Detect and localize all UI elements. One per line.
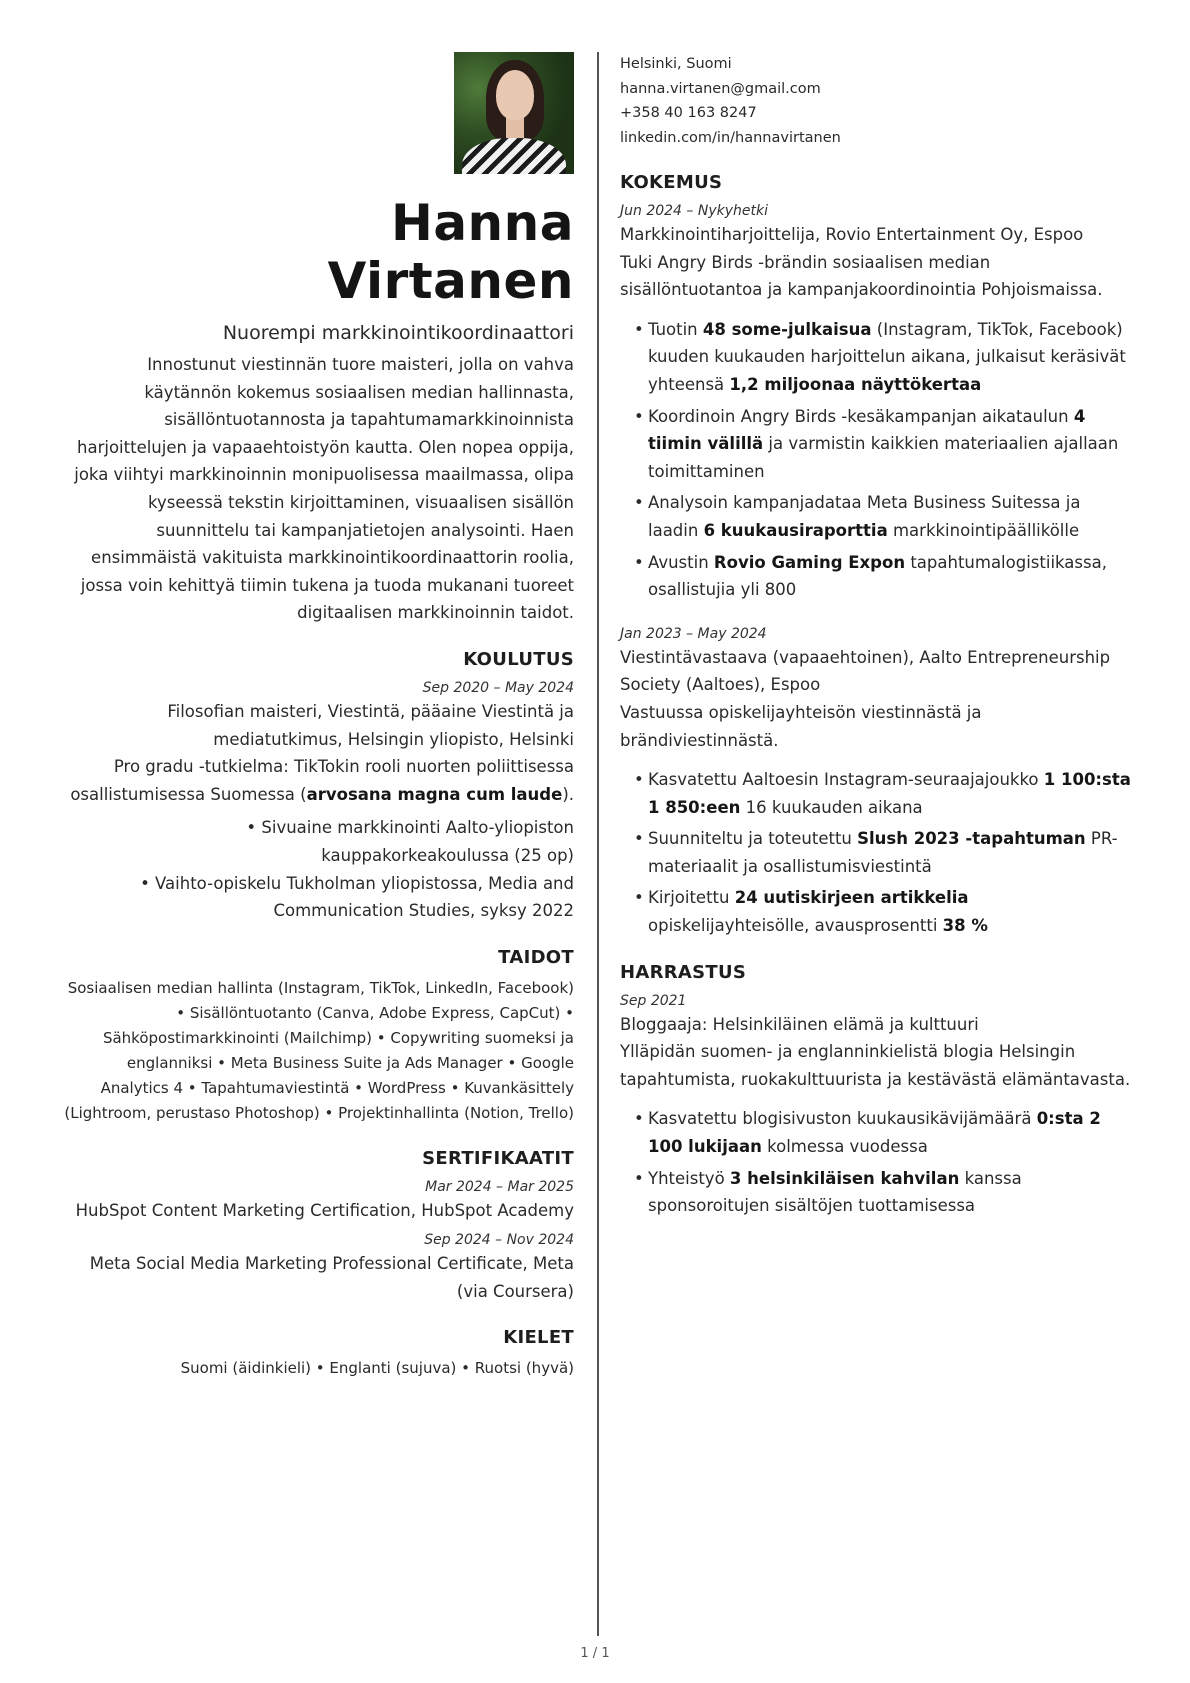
hobby-entry (620, 991, 1135, 1220)
left-column (60, 52, 574, 1381)
skills-list: Sosiaalisen median hallinta (Instagram, TikTok, LinkedIn, Facebook) • Sisällöntuotanto (Canva, Adobe Express, CapCut) • Sähköpostimarkkinointi (Mailchimp) • Copywriting suomeksi ja englanniksi • Meta Business Suite ja Ads Manager • Google Analytics 4 • Tapahtumaviestintä • WordPress • Kuvankäsittely (Lightroom, perustaso Photoshop) • Projektinhallinta (Notion, Trello) (64, 978, 574, 1122)
list-item: • Kasvatettu Aaltoesin Instagram-seuraajajoukko 1 100:sta 1 850:een 16 kuukauden aikana (648, 766, 1135, 821)
right-column (620, 52, 1135, 1224)
column-divider (597, 52, 599, 1636)
page-number: 1 / 1 (580, 1646, 610, 1661)
contact-phone[interactable]: +358 40 163 8247 (620, 105, 757, 121)
certification-date: Mar 2024 – Mar 2025 (425, 1178, 574, 1195)
hobby-description: Ylläpidän suomen- ja englanninkielistä blogia Helsingin tapahtumista, ruokakulttuurista ja kestävästä elämäntavasta. (620, 1042, 1131, 1089)
education-heading: KOULUTUS (463, 648, 574, 670)
education-bullet: • Vaihto-opiskelu Tukholman yliopistossa, Media and Communication Studies, syksy 2022 (140, 873, 574, 921)
education-thesis: Pro gradu -tutkielma: TikTokin rooli nuorten poliittisessa osallistumisessa Suomessa (arvosana magna cum laude). (70, 757, 574, 804)
certification-name: HubSpot Content Marketing Certification, HubSpot Academy (75, 1200, 574, 1220)
job-description: Tuki Angry Birds -brändin sosiaalisen median sisällöntuotantoa ja kampanjakoordinointia Pohjoismaissa. (620, 252, 1103, 300)
certification-name: Meta Social Media Marketing Professional Certificate, Meta (via Coursera) (89, 1254, 574, 1301)
list-item: • Avustin Rovio Gaming Expon tapahtumalogistiikassa, osallistujia yli 800 (648, 549, 1135, 604)
list-item: • Tuotin 48 some-julkaisua (Instagram, TikTok, Facebook) kuuden kuukauden harjoittelun aikana, julkaisut keräsivät yhteensä 1,2 miljoonaa näyttökertaa (648, 316, 1135, 399)
list-item: • Kirjoitettu 24 uutiskirjeen artikkelia opiskelijayhteisölle, avausprosentti 38 % (648, 884, 1135, 939)
education-degree: Filosofian maisteri, Viestintä, pääaine Viestintä ja mediatutkimus, Helsingin yliopisto, Helsinki (167, 701, 574, 749)
education-date: Sep 2020 – May 2024 (422, 679, 574, 696)
job-position: Markkinointiharjoittelija, Rovio Entertainment Oy, Espoo (620, 225, 1084, 244)
list-item: • Kasvatettu blogisivuston kuukausikävijämäärä 0:sta 2 100 lukijaan kolmessa vuodessa (648, 1105, 1135, 1160)
job-position: Viestintävastaava (vapaaehtoinen), Aalto Entrepreneurship Society (Aaltoes), Espoo (620, 647, 1111, 695)
job-entry (620, 624, 1135, 940)
certification-date: Sep 2024 – Nov 2024 (424, 1232, 574, 1249)
education-bullet: • Sivuaine markkinointi Aalto-yliopiston kauppakorkeakoulussa (25 op) (246, 818, 574, 865)
job-achievements (620, 316, 1135, 604)
full-name (60, 194, 574, 310)
hobby-position: Bloggaaja: Helsinkiläinen elämä ja kulttuuri (620, 1014, 979, 1034)
list-item: • Yhteistyö 3 helsinkiläisen kahvilan kanssa sponsoroitujen sisältöjen tuottamisessa (648, 1165, 1135, 1220)
job-date: Jan 2023 – May 2024 (620, 625, 767, 642)
job-entry (620, 201, 1135, 604)
languages-list: Suomi (äidinkieli) • Englanti (sujuva) • Ruotsi (hyvä) (180, 1359, 574, 1378)
hobby-achievements (620, 1105, 1135, 1219)
certifications-heading: SERTIFIKAATIT (422, 1147, 574, 1169)
job-date: Jun 2024 – Nykyhetki (620, 203, 768, 219)
skills-heading: TAIDOT (498, 946, 574, 968)
list-item: • Koordinoin Angry Birds -kesäkampanjan aikataulun 4 tiimin välillä ja varmistin kaikkien materiaalien ajallaan toimittaminen (648, 403, 1135, 486)
contact-location: Helsinki, Suomi (620, 56, 732, 72)
job-description: Vastuussa opiskelijayhteisön viestinnästä ja brändiviestinnästä. (620, 702, 982, 750)
list-item: • Analysoin kampanjadataa Meta Business Suitessa ja laadin 6 kuukausiraporttia markkinointipäällikölle (648, 489, 1135, 544)
summary: Innostunut viestinnän tuore maisteri, jolla on vahva käytännön kokemus sosiaalisen median hallinnasta, sisällöntuotannosta ja tapahtumamarkkinoinnista harjoittelujen ja vapaaehtoistyön kautta. Olen nopea oppija, joka viihtyi markkinoinnin monipuolisessa maailmassa, olipa kyseessä tekstin kirjoittaminen, visuaalisen sisällön suunnittelu tai kampanjatietojen analysointi. Haen ensimmäistä vakituista markkinointikoordinaattorin roolia, jossa voin kehittyä tiimin tukena ja tuoda mukanani tuoreet digitaalisen markkinoinnin taidot. (74, 355, 574, 623)
languages-heading: KIELET (503, 1327, 574, 1349)
hobby-heading: HARRASTUS (620, 961, 747, 983)
first-name: Hanna (390, 194, 574, 252)
list-item: • Suunniteltu ja toteutettu Slush 2023 -tapahtuman PR-materiaalit ja osallistumisviestintä (648, 825, 1135, 880)
contact-email[interactable]: hanna.virtanen@gmail.com (620, 80, 821, 97)
job-title: Nuorempi markkinointikoordinaattori (222, 322, 574, 344)
profile-photo (454, 52, 574, 174)
contact-block (620, 52, 1135, 150)
contact-linkedin[interactable]: linkedin.com/in/hannavirtanen (620, 129, 841, 146)
last-name: Virtanen (327, 252, 574, 310)
job-achievements (620, 766, 1135, 940)
experience-heading: KOKEMUS (620, 172, 723, 193)
hobby-date: Sep 2021 (620, 992, 687, 1009)
